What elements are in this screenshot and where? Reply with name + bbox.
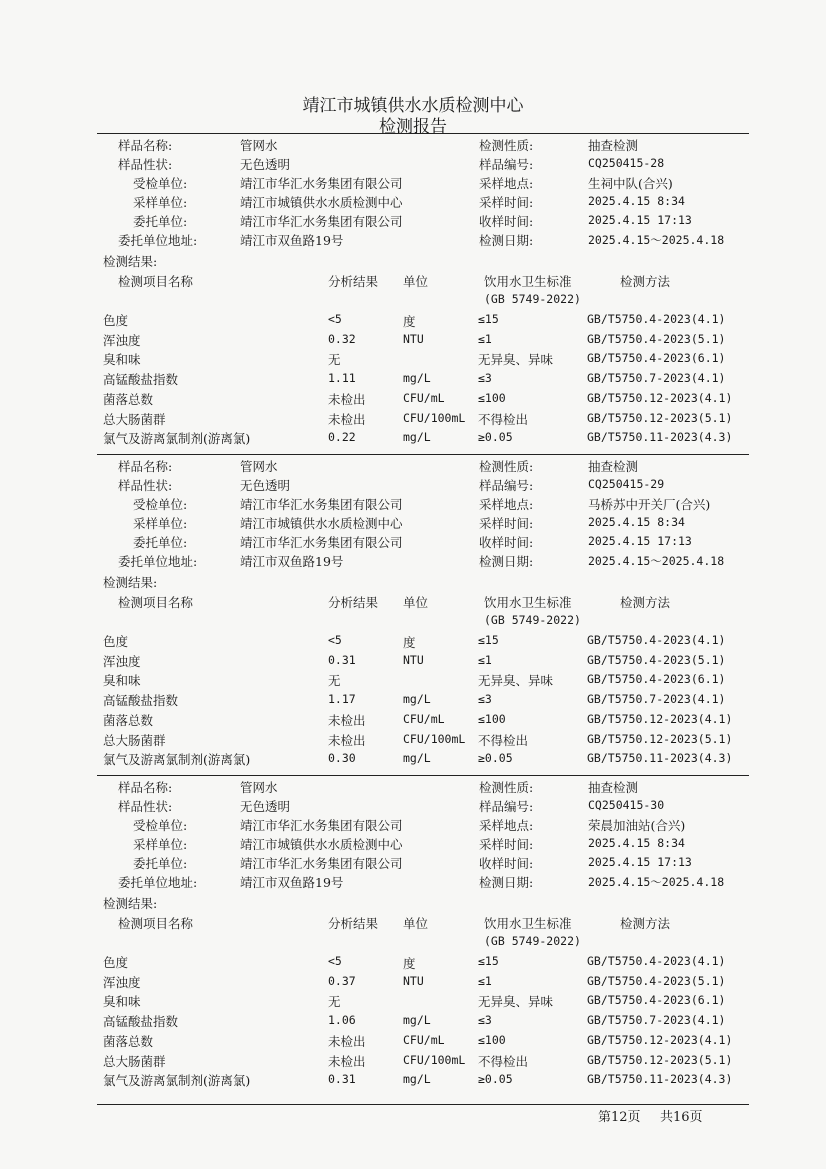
row-standard: 不得检出	[478, 732, 529, 748]
row-standard: ≤3	[478, 371, 492, 386]
row-item: 高锰酸盐指数	[103, 372, 179, 388]
row-standard: ≤15	[478, 312, 499, 326]
row-result: 0.31	[328, 1072, 356, 1087]
row-standard: ≤1	[478, 973, 492, 988]
label-sampling-time: 采样时间:	[479, 516, 534, 531]
label-sample-name: 样品名称:	[118, 138, 173, 153]
row-method: GB/T5750.12-2023(5.1)	[587, 410, 733, 425]
row-method: GB/T5750.12-2023(4.1)	[587, 390, 733, 405]
row-standard: 不得检出	[478, 1053, 529, 1069]
row-item: 氯气及游离氯制剂(游离氯)	[103, 431, 251, 447]
row-method: GB/T5750.4-2023(5.1)	[587, 973, 726, 988]
label-test-date: 检测日期:	[479, 554, 534, 569]
row-standard: ≤100	[478, 711, 506, 726]
label-client-address: 委托单位地址:	[118, 875, 198, 890]
row-item: 氯气及游离氯制剂(游离氯)	[103, 1073, 251, 1089]
row-standard: ≤100	[478, 390, 506, 405]
row-method: GB/T5750.12-2023(4.1)	[587, 1032, 733, 1047]
row-method: GB/T5750.11-2023(4.3)	[587, 751, 733, 766]
label-receive-time: 收样时间:	[479, 535, 534, 550]
row-method: GB/T5750.7-2023(4.1)	[587, 1013, 726, 1028]
row-unit: CFU/100mL	[403, 410, 466, 425]
value-client-unit: 靖江市华汇水务集团有限公司	[240, 214, 403, 229]
col-standard-header: 饮用水卫生标准	[484, 916, 572, 931]
results-label: 检测结果:	[103, 254, 158, 269]
row-standard: ≤15	[478, 633, 499, 647]
row-result: 0.31	[328, 652, 356, 667]
row-standard: ≥0.05	[478, 1072, 513, 1087]
value-sample-state: 无色透明	[240, 478, 291, 493]
row-item: 浑浊度	[103, 974, 141, 990]
value-client-address: 靖江市双鱼路19号	[240, 875, 344, 890]
value-sampling-site: 生祠中队(合兴)	[588, 176, 673, 191]
label-sample-state: 样品性状:	[118, 157, 173, 172]
label-sampling-unit: 采样单位:	[133, 516, 188, 531]
row-result: 1.06	[328, 1013, 356, 1028]
value-test-date: 2025.4.15～2025.4.18	[588, 554, 725, 568]
col-standard-ref: (GB 5749-2022)	[484, 934, 581, 948]
row-standard: ≥0.05	[478, 430, 513, 445]
row-unit: CFU/mL	[403, 711, 445, 726]
row-method: GB/T5750.4-2023(6.1)	[587, 351, 726, 366]
value-sampling-site: 荣晨加油站(合兴)	[588, 818, 686, 833]
value-sample-no: CQ250415-28	[588, 156, 665, 170]
value-test-nature: 抽查检测	[588, 780, 639, 795]
row-item: 高锰酸盐指数	[103, 693, 179, 709]
row-method: GB/T5750.11-2023(4.3)	[587, 430, 733, 445]
row-item: 高锰酸盐指数	[103, 1014, 179, 1030]
row-method: GB/T5750.12-2023(5.1)	[587, 1052, 733, 1067]
page-number: 第12页	[598, 1110, 641, 1125]
row-method: GB/T5750.4-2023(6.1)	[587, 993, 726, 1008]
value-sampling-unit: 靖江市城镇供水水质检测中心	[240, 837, 403, 852]
value-receive-time: 2025.4.15 17:13	[588, 213, 692, 227]
row-standard: ≤15	[478, 954, 499, 968]
col-item-header: 检测项目名称	[118, 916, 194, 931]
label-client-unit: 委托单位:	[133, 214, 188, 229]
label-client-address: 委托单位地址:	[118, 233, 198, 248]
label-sample-name: 样品名称:	[118, 780, 173, 795]
col-unit-header: 单位	[403, 274, 429, 289]
value-sample-state: 无色透明	[240, 799, 291, 814]
label-inspected-unit: 受检单位:	[133, 497, 188, 512]
row-result: 未检出	[328, 1053, 366, 1069]
row-result: 1.11	[328, 371, 356, 386]
row-method: GB/T5750.12-2023(5.1)	[587, 731, 733, 746]
col-item-header: 检测项目名称	[118, 274, 194, 289]
row-unit: CFU/100mL	[403, 731, 466, 746]
label-test-date: 检测日期:	[479, 233, 534, 248]
report-doc-title: 检测报告	[379, 117, 447, 137]
row-unit: mg/L	[403, 751, 431, 766]
label-test-nature: 检测性质:	[479, 138, 534, 153]
row-item: 臭和味	[103, 352, 141, 368]
row-item: 臭和味	[103, 994, 141, 1010]
row-unit: CFU/100mL	[403, 1052, 466, 1067]
row-method: GB/T5750.4-2023(5.1)	[587, 652, 726, 667]
value-client-unit: 靖江市华汇水务集团有限公司	[240, 535, 403, 550]
row-result: 0.32	[328, 331, 356, 346]
row-standard: ≤3	[478, 692, 492, 707]
label-sample-no: 样品编号:	[479, 799, 534, 814]
col-method-header: 检测方法	[620, 595, 671, 610]
row-method: GB/T5750.4-2023(4.1)	[587, 633, 726, 647]
row-unit: 度	[403, 956, 416, 971]
col-method-header: 检测方法	[620, 916, 671, 931]
value-sampling-time: 2025.4.15 8:34	[588, 836, 685, 850]
row-standard: ≤1	[478, 652, 492, 667]
col-result-header: 分析结果	[328, 916, 379, 931]
label-sampling-time: 采样时间:	[479, 837, 534, 852]
label-sample-state: 样品性状:	[118, 799, 173, 814]
row-result: <5	[328, 954, 342, 968]
row-item: 色度	[103, 634, 129, 649]
col-unit-header: 单位	[403, 595, 429, 610]
value-sampling-unit: 靖江市城镇供水水质检测中心	[240, 195, 403, 210]
row-result: 未检出	[328, 391, 366, 407]
value-test-nature: 抽查检测	[588, 459, 639, 474]
col-unit-header: 单位	[403, 916, 429, 931]
row-result: 1.17	[328, 692, 356, 707]
value-sample-name: 管网水	[240, 138, 278, 153]
label-receive-time: 收样时间:	[479, 214, 534, 229]
label-test-nature: 检测性质:	[479, 459, 534, 474]
value-sample-name: 管网水	[240, 780, 278, 795]
col-standard-header: 饮用水卫生标准	[484, 595, 572, 610]
row-item: 色度	[103, 313, 129, 328]
row-standard: ≥0.05	[478, 751, 513, 766]
label-sampling-site: 采样地点:	[479, 497, 534, 512]
row-method: GB/T5750.11-2023(4.3)	[587, 1072, 733, 1087]
row-unit: mg/L	[403, 371, 431, 386]
label-client-address: 委托单位地址:	[118, 554, 198, 569]
value-receive-time: 2025.4.15 17:13	[588, 855, 692, 869]
row-result: 0.37	[328, 973, 356, 988]
row-unit: 度	[403, 635, 416, 650]
col-standard-ref: (GB 5749-2022)	[484, 613, 581, 627]
row-item: 氯气及游离氯制剂(游离氯)	[103, 752, 251, 768]
row-result: 未检出	[328, 732, 366, 748]
value-sampling-unit: 靖江市城镇供水水质检测中心	[240, 516, 403, 531]
row-item: 色度	[103, 955, 129, 970]
row-standard: ≤100	[478, 1032, 506, 1047]
label-client-unit: 委托单位:	[133, 535, 188, 550]
label-client-unit: 委托单位:	[133, 856, 188, 871]
label-test-nature: 检测性质:	[479, 780, 534, 795]
row-unit: mg/L	[403, 1072, 431, 1087]
value-sample-no: CQ250415-30	[588, 798, 665, 812]
row-unit: CFU/mL	[403, 390, 445, 405]
row-item: 总大肠菌群	[103, 1053, 166, 1069]
row-unit: CFU/mL	[403, 1032, 445, 1047]
row-item: 浑浊度	[103, 332, 141, 348]
row-standard: 无异臭、异味	[478, 994, 554, 1010]
row-result: 无	[328, 673, 341, 689]
col-standard-header: 饮用水卫生标准	[484, 274, 572, 289]
row-method: GB/T5750.4-2023(4.1)	[587, 954, 726, 968]
label-sample-no: 样品编号:	[479, 157, 534, 172]
row-method: GB/T5750.7-2023(4.1)	[587, 371, 726, 386]
row-method: GB/T5750.4-2023(4.1)	[587, 312, 726, 326]
value-sample-state: 无色透明	[240, 157, 291, 172]
row-result: 未检出	[328, 1033, 366, 1049]
row-result: 0.30	[328, 751, 356, 766]
row-item: 总大肠菌群	[103, 732, 166, 748]
label-inspected-unit: 受检单位:	[133, 818, 188, 833]
row-result: <5	[328, 633, 342, 647]
value-client-unit: 靖江市华汇水务集团有限公司	[240, 856, 403, 871]
row-method: GB/T5750.7-2023(4.1)	[587, 692, 726, 707]
row-method: GB/T5750.4-2023(6.1)	[587, 672, 726, 687]
value-inspected-unit: 靖江市华汇水务集团有限公司	[240, 818, 403, 833]
row-method: GB/T5750.4-2023(5.1)	[587, 331, 726, 346]
value-inspected-unit: 靖江市华汇水务集团有限公司	[240, 176, 403, 191]
col-standard-ref: (GB 5749-2022)	[484, 292, 581, 306]
value-sampling-site: 马桥苏中开关厂(合兴)	[588, 497, 711, 512]
row-unit: 度	[403, 314, 416, 329]
row-standard: ≤3	[478, 1013, 492, 1028]
value-sampling-time: 2025.4.15 8:34	[588, 515, 685, 529]
value-inspected-unit: 靖江市华汇水务集团有限公司	[240, 497, 403, 512]
row-item: 臭和味	[103, 673, 141, 689]
label-sample-state: 样品性状:	[118, 478, 173, 493]
row-method: GB/T5750.12-2023(4.1)	[587, 711, 733, 726]
value-client-address: 靖江市双鱼路19号	[240, 554, 344, 569]
row-unit: mg/L	[403, 430, 431, 445]
footer-rule	[97, 1104, 749, 1105]
row-item: 总大肠菌群	[103, 411, 166, 427]
row-result: 未检出	[328, 712, 366, 728]
label-test-date: 检测日期:	[479, 875, 534, 890]
value-test-date: 2025.4.15～2025.4.18	[588, 875, 725, 889]
label-sample-no: 样品编号:	[479, 478, 534, 493]
report-org-title: 靖江市城镇供水水质检测中心	[302, 96, 524, 116]
row-standard: 无异臭、异味	[478, 352, 554, 368]
col-method-header: 检测方法	[620, 274, 671, 289]
page-total: 共16页	[660, 1110, 703, 1125]
row-item: 菌落总数	[103, 391, 154, 407]
row-item: 菌落总数	[103, 712, 154, 728]
value-sample-no: CQ250415-29	[588, 477, 665, 491]
value-receive-time: 2025.4.15 17:13	[588, 534, 692, 548]
label-sample-name: 样品名称:	[118, 459, 173, 474]
row-standard: 不得检出	[478, 411, 529, 427]
col-result-header: 分析结果	[328, 274, 379, 289]
row-result: 无	[328, 352, 341, 368]
row-unit: mg/L	[403, 692, 431, 707]
label-sampling-unit: 采样单位:	[133, 195, 188, 210]
value-test-date: 2025.4.15～2025.4.18	[588, 233, 725, 247]
label-sampling-unit: 采样单位:	[133, 837, 188, 852]
col-item-header: 检测项目名称	[118, 595, 194, 610]
row-standard: 无异臭、异味	[478, 673, 554, 689]
row-standard: ≤1	[478, 331, 492, 346]
section-rule	[97, 775, 749, 776]
section-rule	[97, 133, 749, 134]
value-sampling-time: 2025.4.15 8:34	[588, 194, 685, 208]
value-sample-name: 管网水	[240, 459, 278, 474]
row-result: 0.22	[328, 430, 356, 445]
row-unit: NTU	[403, 973, 424, 988]
row-item: 菌落总数	[103, 1033, 154, 1049]
value-test-nature: 抽查检测	[588, 138, 639, 153]
row-result: 未检出	[328, 411, 366, 427]
label-receive-time: 收样时间:	[479, 856, 534, 871]
results-label: 检测结果:	[103, 896, 158, 911]
label-sampling-time: 采样时间:	[479, 195, 534, 210]
row-unit: NTU	[403, 331, 424, 346]
row-result: 无	[328, 994, 341, 1010]
row-result: <5	[328, 312, 342, 326]
col-result-header: 分析结果	[328, 595, 379, 610]
results-label: 检测结果:	[103, 575, 158, 590]
row-unit: mg/L	[403, 1013, 431, 1028]
row-item: 浑浊度	[103, 653, 141, 669]
row-unit: NTU	[403, 652, 424, 667]
label-sampling-site: 采样地点:	[479, 818, 534, 833]
section-rule	[97, 454, 749, 455]
label-sampling-site: 采样地点:	[479, 176, 534, 191]
label-inspected-unit: 受检单位:	[133, 176, 188, 191]
value-client-address: 靖江市双鱼路19号	[240, 233, 344, 248]
